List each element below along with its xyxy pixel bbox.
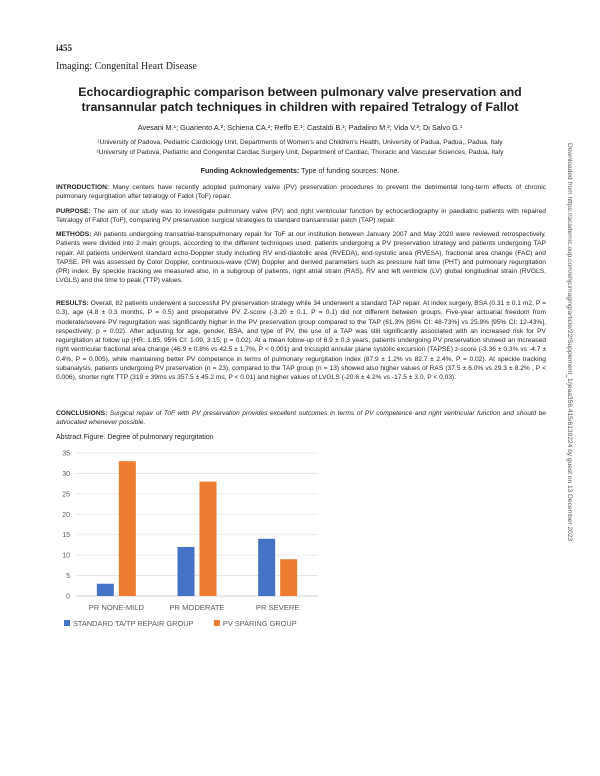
conclusions-text: Surgical repair of ToF with PV preservation provides excellent outcomes in terms of PV competence and right ventricular function and should be advocated whenever possible. [56, 410, 546, 427]
y-tick-label: 20 [62, 511, 70, 519]
methods-label: METHODS: [56, 231, 92, 238]
bar-standard-repair [97, 584, 114, 596]
legend-label: PV SPARING GROUP [222, 619, 297, 628]
legend-label: STANDARD TA/TP REPAIR GROUP [73, 619, 194, 628]
regurgitation-bar-chart [56, 445, 326, 645]
affiliation-1: ¹University of Padova, Pediatric Cardiology Unit, Departments of Women's and Children's Health, University of Padua, Padua,, Padua, Italy [97, 139, 503, 146]
legend-swatch [64, 620, 70, 626]
funding-acknowledgement [56, 167, 544, 175]
y-tick-label: 5 [66, 573, 70, 581]
download-notice: Downloaded from https://academic.oup.com/ehjcimaging/article/22/Supplement_1/jeaa356.415/6139224 by guest on 13 December 2023 [566, 143, 573, 542]
purpose-text: The aim of our study was to investigate pulmonary valve (PV) and right ventricular function by echocardiography in paediatric patients with repaired Tetralogy of Fallot (ToF), comparing PV preservation surgical strategies to standard transannular patch (TAP) repair. [56, 208, 546, 225]
y-tick-label: 0 [66, 593, 70, 601]
y-tick-label: 25 [62, 491, 70, 499]
conclusions-paragraph [56, 409, 546, 428]
purpose-paragraph [56, 207, 546, 226]
affiliations [56, 138, 544, 158]
legend-swatch [214, 620, 220, 626]
bar-standard-repair [258, 539, 275, 596]
figure-caption: Abstract Figure. Degree of pulmonary regurgitation [56, 434, 214, 441]
introduction-label: INTRODUCTION: [56, 184, 110, 191]
bar-pv-sparing [200, 482, 217, 596]
affiliation-2: ²University of Padova, Pediatric and Congenital Cardiac Surgery Unit, Department of Cardiac, Thoracic and Vascular Sciences, Padua, Italy [96, 149, 504, 156]
x-tick-label: PR SEVERE [255, 603, 300, 612]
purpose-label: PURPOSE: [56, 208, 91, 215]
bar-standard-repair [178, 547, 195, 596]
y-tick-label: 10 [62, 552, 70, 560]
bar-pv-sparing [280, 559, 297, 596]
section-heading: Imaging: Congenital Heart Disease [56, 61, 197, 72]
y-tick-label: 35 [62, 450, 70, 458]
bar-pv-sparing [119, 461, 136, 596]
introduction-paragraph [56, 183, 546, 202]
download-notice-sidebar [563, 143, 575, 643]
results-text: Overall, 82 patients underwent a successful PV preservation strategy while 34 underwent a standard TAP repair. At index surgery, BSA (0.31 ± 0.1 m2, P = 0.3), age (4.8 ± 0.3 months, P = 0.5) and preoperative PV Z-score (-3.20 ± 0.1, P = 0.1) did not different between groups. Five-year actuarial freedom from moderate/severe PV regurgitation was significantly higher in the PV preservation group compared to the TAP (61.3% [95% CI: 48-73%] vs 25.9% [95% CI: 12-43%], respectively; p = 0.02). After adjusting for age, gender, BSA, and type of PV, the use of a TAP was still significantly associated with an increased risk for PV regurgitation at follow up (HR: 1.85, 95% CI: 1.09, 3.15; p = 0.02). At a mean follow-up of 6.9 ± 0.3 years, patients undergoing PV preservation showed an increased right ventricular fractional area change (46.9 ± 0.8% vs 42.5 ± 1.7%, P < 0.001) and tricuspid annular plane systolic excursion (TAPSE) z-score (-3.36 ± 0.3% vs -4.7 ± 0.4%, P = 0.005), while maintaining better PV competence in terms of pulmonary regurgitation index (87.9 ± 1.2% vs 82.7 ± 2.4%, P = 0.02). At speckle tracking subanalysis, patients undergoing PV preservation (n = 23), compared to the TAP group (n = 13) showed also higher values of RAS (37.5 ± 6.0% vs 29.3 ± 8.2% , P < 0.006), shorter right TTP (319 ± 39ms vs 357.5 ± 45.2 ms, P < 0.01) and higher values of LVGLS (-20.6 ± 4.2% vs -17.5 ± 3.0, P < 0.03). [56, 300, 546, 382]
y-tick-label: 15 [62, 532, 70, 540]
article-title: Echocardiographic comparison between pulmonary valve preservation and transannular patch techniques in children with repaired Tetralogy of Fallot [78, 85, 522, 114]
funding-label: Funding Acknowledgements: [200, 167, 300, 175]
author-list: Avesani M.¹; Guariento A.²; Schiena CA.²; Reffo E.¹; Castaldi B.¹; Padalino M.²; Vida V.²; Di Salvo G.¹ [137, 123, 463, 132]
x-tick-label: PR MODERATE [169, 603, 225, 612]
introduction-text: Many centers have recently adopted pulmonary valve (PV) preservation procedures to prevent the detrimental long-term effects of chronic pulmonary regurgitation after tetralogy of Fallot (ToF) repair. [56, 184, 546, 201]
page-number: i455 [56, 43, 73, 53]
funding-text: Type of funding sources: None. [299, 167, 400, 175]
methods-paragraph [56, 230, 546, 286]
results-label: RESULTS: [56, 300, 89, 307]
results-paragraph [56, 299, 546, 383]
x-tick-label: PR NONE-MILD [88, 603, 144, 612]
conclusions-label: CONCLUSIONS: [56, 410, 108, 417]
methods-text: All patients undergoing transatrial-transpulmonary repair for ToF at our institution between January 2007 and May 2020 were reviewed retrospectively. Patients were divided into 2 main groups, according to the different techniques used: patients undergoing a PV preservation strategy and patients undergoing TAP repair. All patients underwent standard echo-Doppler study including RV end-diastolic area (RVEDA), end-systolic area (RVESA), fractional area change (FAC) and TAPSE. PR was assessed by Color Doppler, continuous-wave (CW) Doppler and derived parameters such as pressure half time (PHT) and pulmonary regurgitation (PR) index. By speckle tracking we measured also, in a subgroup of patients, right atrial strain (RAS), RV and left ventricle (LV) global longitudinal strain (RVGLS, LVGLS) and the time to peak (TTP) values. [56, 231, 546, 285]
y-tick-label: 30 [62, 470, 70, 478]
